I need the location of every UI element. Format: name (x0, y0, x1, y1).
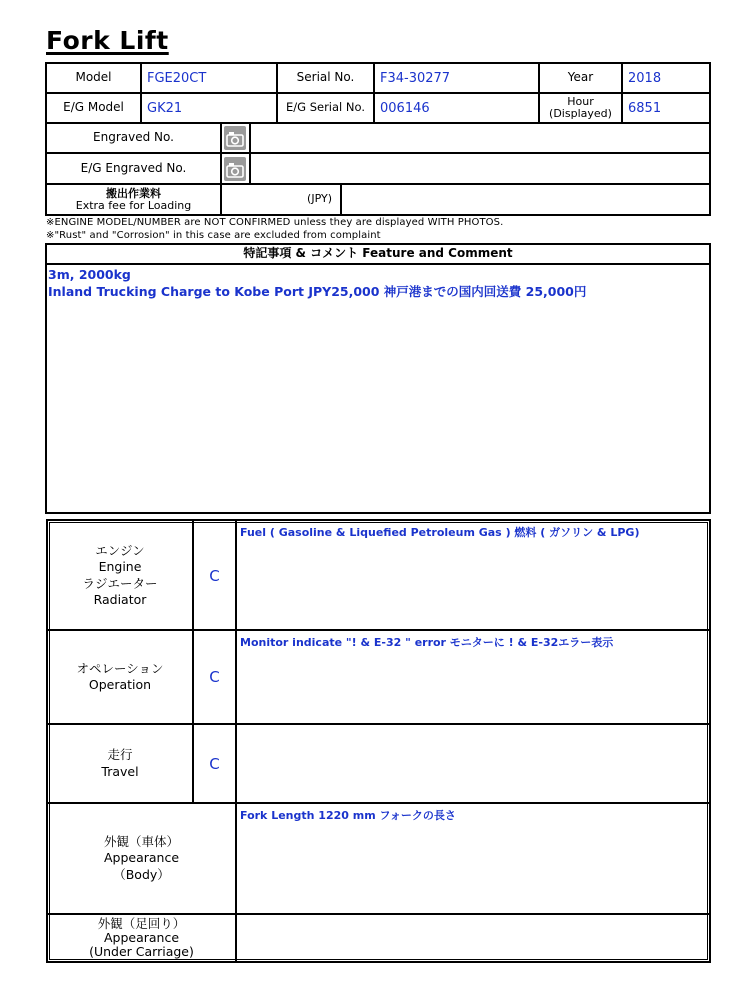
camera-icon[interactable] (224, 157, 246, 181)
section-engine-label (48, 522, 192, 629)
serial-value: F34-30277 (380, 70, 451, 86)
section-label-line: 外観（足回り） (97, 916, 186, 931)
section-appearance-body-comment: Fork Length 1220 mm フォークの長さ (240, 809, 456, 822)
camera-icon[interactable] (224, 126, 246, 150)
page-title: Fork Lift (46, 26, 169, 55)
eg-model-value: GK21 (147, 100, 183, 116)
model-label: Model (75, 70, 112, 85)
hour-label-line1: Hour (567, 95, 594, 108)
year-value: 2018 (628, 70, 662, 86)
section-label-line: 外観（車体） (103, 833, 179, 849)
section-engine-grade: C (209, 566, 220, 585)
eg-engraved-label: E/G Engraved No. (80, 160, 187, 175)
eg-serial-value: 006146 (380, 100, 430, 116)
section-appearance-body-label (48, 804, 235, 913)
section-travel-grade: C (209, 754, 220, 773)
hour-value: 6851 (628, 100, 662, 116)
note-engine-confirm: ※ENGINE MODEL/NUMBER are NOT CONFIRMED unless they are displayed WITH PHOTOS. (46, 217, 504, 228)
section-travel-comment (237, 725, 707, 728)
loading-fee-label-jp: 搬出作業料 (106, 186, 161, 200)
section-label-line: Travel (101, 763, 139, 779)
section-label-line: (Under Carriage) (89, 944, 194, 959)
section-label-line: Appearance (103, 930, 180, 945)
section-label-line: Operation (88, 677, 152, 692)
year-label: Year (567, 70, 594, 85)
section-label-line: Engine (98, 559, 142, 574)
section-label-line: ラジエーター (82, 575, 158, 591)
section-label-line: （Body） (113, 866, 170, 882)
section-operation-comment: Monitor indicate "! & E-32 " error モニターに ! & E-32エラー表示 (240, 636, 614, 649)
section-operation-grade: C (209, 668, 220, 686)
section-label-line: エンジン (95, 542, 145, 558)
eg-model-label: E/G Model (63, 100, 124, 115)
hour-label (540, 94, 621, 122)
model-value: FGE20CT (147, 70, 207, 86)
section-label-line: オペレーション (76, 660, 164, 676)
section-label-line: 走行 (107, 747, 133, 762)
feature-comment-header: 特記事項 & コメント Feature and Comment (243, 246, 513, 261)
loading-fee-label (47, 185, 220, 214)
feature-line: Inland Trucking Charge to Kobe Port JPY25,000 神戸港までの国内回送費 25,000円 (48, 284, 587, 299)
section-label-line: Appearance (103, 850, 180, 866)
hour-label-line2: (Displayed) (549, 107, 612, 120)
section-label-line: Radiator (93, 592, 147, 607)
section-appearance-undercarriage-label (48, 915, 235, 961)
feature-comment-text (48, 266, 708, 300)
serial-label: Serial No. (296, 70, 355, 85)
section-engine-comment: Fuel ( Gasoline & Liquefied Petroleum Gas ) 燃料 ( ガソリン & LPG) (240, 526, 640, 539)
section-travel-label (48, 725, 192, 802)
section-appearance-undercarriage-comment (237, 915, 707, 918)
loading-fee-currency: (JPY) (307, 192, 332, 206)
note-rust: ※"Rust" and "Corrosion" in this case are excluded from complaint (46, 230, 381, 241)
engraved-label: Engraved No. (93, 130, 174, 145)
section-operation-label (48, 631, 192, 723)
loading-fee-label-en: Extra fee for Loading (75, 198, 192, 212)
feature-line: 3m, 2000kg (48, 267, 131, 282)
eg-serial-label: E/G Serial No. (286, 100, 365, 115)
